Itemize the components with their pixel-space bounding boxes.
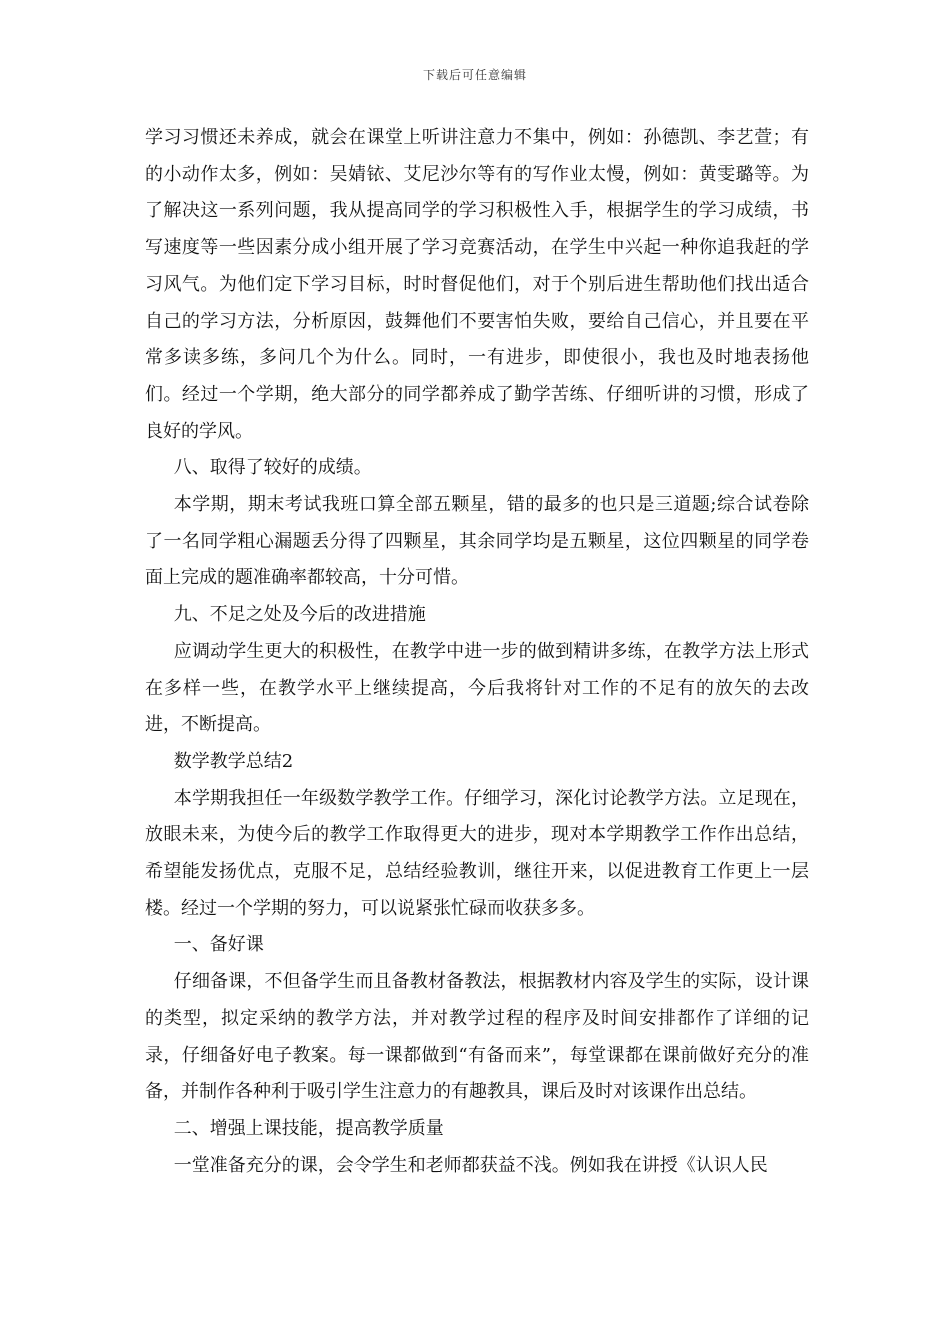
section-heading-results: 八、取得了较好的成绩。 bbox=[173, 457, 372, 479]
document-body bbox=[145, 120, 809, 1184]
page-header: 下载后可任意编辑 bbox=[422, 68, 527, 82]
paragraph-improvements: 应调动学生更大的积极性，在教学中进一步的做到精讲多练，在教学方法上形式在多样一些，在教学水平上继续提高，今后我将针对工作的不足有的放矢的去改进，不断提高。 bbox=[145, 640, 809, 736]
document-subtitle-summary-2: 数学教学总结2 bbox=[173, 750, 294, 772]
paragraph-exam-results: 本学期，期末考试我班口算全部五颗星，错的最多的也只是三道题;综合试卷除了一名同学粗心漏题丢分得了四颗星，其余同学均是五颗星，这位四颗星的同学卷面上完成的题准确率都较高，十分可惜。 bbox=[145, 494, 809, 589]
paragraph-intro-summary-2: 本学期我担任一年级数学教学工作。仔细学习，深化讨论教学方法。立足现在，放眼未来，为使今后的教学工作取得更大的进步，现对本学期教学工作作出总结，希望能发扬优点，克服不足，总结经验教训，继往开来，以促进教育工作更上一层楼。经过一个学期的努力，可以说紧张忙碌而收获多多。 bbox=[145, 787, 809, 919]
section-heading-improvements: 九、不足之处及今后的改进措施 bbox=[173, 604, 426, 626]
paragraph-teaching-skills: 一堂准备充分的课，会令学生和老师都获益不浅。例如我在讲授《认识人民 bbox=[173, 1154, 768, 1176]
paragraph-study-habits: 学习习惯还未养成，就会在课堂上听讲注意力不集中，例如：孙德凯、李艺萱；有的小动作太多，例如：吴婧铱、艾尼沙尔等有的写作业太慢，例如：黄雯璐等。为了解决这一系列问题，我从提高同学的学习积极性入手，根据学生的学习成绩，书写速度等一些因素分成小组开展了学习竞赛活动，在学生中兴起一种你追我赶的学习风气。为他们定下学习目标，时时督促他们，对于个别后进生帮助他们找出适合自己的学习方法，分析原因，鼓舞他们不要害怕失败，要给自己信心，并且要在平常多读多练，多问几个为什么。同时，一有进步，即使很小，我也及时地表扬他们。经过一个学期，绝大部分的同学都养成了勤学苦练、仔细听讲的习惯，形成了良好的学风。 bbox=[145, 127, 809, 442]
section-heading-teaching-skills: 二、增强上课技能，提高教学质量 bbox=[173, 1117, 444, 1139]
section-heading-lesson-prep: 一、备好课 bbox=[173, 934, 264, 956]
paragraph-lesson-prep: 仔细备课，不但备学生而且备教材备教法，根据教材内容及学生的实际，设计课的类型，拟定采纳的教学方法，并对教学过程的程序及时间安排都作了详细的记录，仔细备好电子教案。每一课都做到“有备而来”，每堂课都在课前做好充分的准备，并制作各种利于吸引学生注意力的有趣教具，课后及时对该课作出总结。 bbox=[145, 971, 809, 1103]
